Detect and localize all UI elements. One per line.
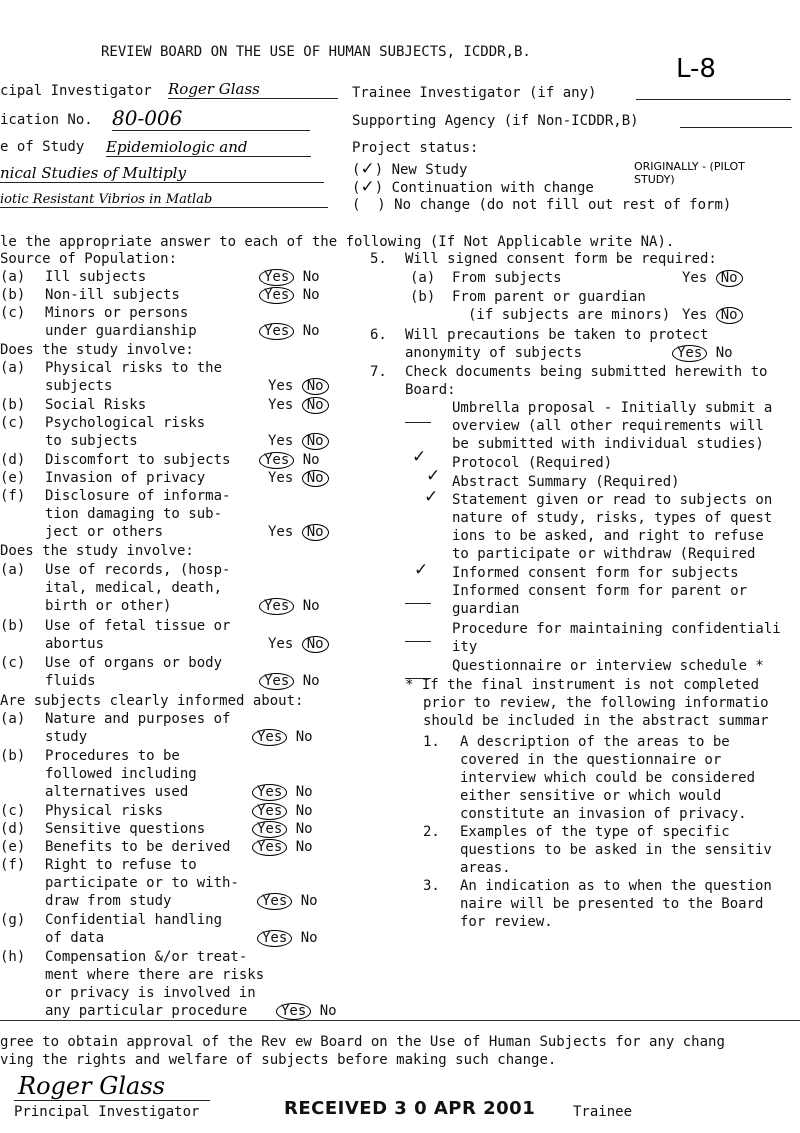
item-label: (d) [0,452,26,468]
answer-pair [268,433,329,450]
answer-yes: Yes [682,307,708,323]
list-text: covered in the questionnaire or [460,752,722,768]
item-text: alternatives used [45,784,189,800]
item-label: (b) [0,287,26,303]
item-label: (b) [0,748,26,764]
answer-pair [268,397,329,414]
item-text: Use of fetal tissue or [45,618,231,634]
item-label: (c) [0,415,26,431]
received-stamp: RECEIVED 3 0 APR 2001 [284,1098,536,1119]
answer-pair [252,729,313,746]
answer-pair [268,470,329,487]
answer-no-circled: No [302,524,329,541]
answer-pair [682,270,743,287]
check-icon: ✓ [360,177,375,197]
list-number: 2. [423,824,440,840]
doc-blank [405,411,431,427]
item-label: (a) [0,360,26,376]
item-label: (a) [0,562,26,578]
question-number: 6. [370,327,387,343]
answer-pair [259,452,320,469]
answer-pair [682,307,743,324]
answer-no: No [295,821,313,837]
list-text: areas. [460,860,511,876]
question-text: Will signed consent form be required: [405,251,717,267]
answer-no: No [302,287,320,303]
answer-no: No [715,345,733,361]
item-label: (b) [410,289,436,305]
status-new-label: New Study [391,162,468,178]
answer-yes: Yes [268,524,294,540]
item-text: subjects [45,378,113,394]
item-text: study [45,729,88,745]
answer-no: No [300,893,318,909]
doc-text: Informed consent form for parent or [452,583,748,599]
answer-pair [259,269,320,286]
doc-text: ity [452,639,478,655]
item-text: Sensitive questions [45,821,206,837]
list-text: interview which could be considered [460,770,756,786]
answer-yes-circled: Yes [672,345,707,362]
pi-signature-label: Principal Investigator [14,1104,200,1120]
answer-pair [257,930,318,947]
item-text: ital, medical, death, [45,580,223,596]
item-text: Disclosure of informa- [45,488,231,504]
item-text: Discomfort to subjects [45,452,231,468]
study-title-line3: iotic Resistant Vibrios in Matlab [0,192,328,208]
list-text: naire will be presented to the Board [460,896,764,912]
divider [0,1020,800,1021]
question-text: anonymity of subjects [405,345,583,361]
agreement-line-2: ving the rights and welfare of subjects before making such change. [0,1052,557,1068]
doc-text: guardian [452,601,520,617]
note-text: should be included in the abstract summar [423,713,769,729]
trainee-field [636,85,791,100]
answer-yes: Yes [268,433,294,449]
answer-no: No [302,673,320,689]
doc-text: ions to be asked, and right to refuse [452,528,764,544]
doc-blank [405,592,431,608]
informed-heading: Are subjects clearly informed about: [0,693,304,709]
answer-no-circled: No [302,397,329,414]
item-label: (b) [0,397,26,413]
answer-pair [252,839,313,856]
item-label: (c) [0,305,26,321]
study-title-label: e of Study [0,139,85,155]
doc-text: nature of study, risks, types of quest [452,510,773,526]
item-label: (c) [0,655,26,671]
answer-no: No [295,729,313,745]
item-text: Procedures to be [45,748,180,764]
item-label: (a) [0,269,26,285]
answer-no: No [302,598,320,614]
answer-yes-circled: Yes [257,893,292,910]
item-text: participate or to with- [45,875,239,891]
trainee-signature-label: Trainee [573,1104,633,1120]
answer-no: No [302,323,320,339]
item-text: tion damaging to sub- [45,506,223,522]
answer-pair [268,378,329,395]
answer-pair [672,345,733,362]
answer-pair [259,287,320,304]
answer-pair [276,1003,337,1020]
doc-text: Questionnaire or interview schedule * [452,658,764,674]
trainee-label: Trainee Investigator (if any) [352,85,597,101]
list-text: An indication as to when the question [460,878,772,894]
answer-no-circled: No [302,378,329,395]
check-icon: ✓ [414,560,429,580]
item-text: Use of records, (hosp- [45,562,231,578]
doc-text: Statement given or read to subjects on [452,492,773,508]
note-text: prior to review, the following informatio [423,695,769,711]
status-nochange-label: No change (do not fill out rest of form) [394,197,732,213]
answer-pair [259,673,320,690]
study-title-line1: Epidemiologic and [106,138,311,157]
item-label: (d) [0,821,26,837]
answer-yes-circled: Yes [252,821,287,838]
question-text: Check documents being submitted herewith to [405,364,768,380]
question-number: 5. [370,251,387,267]
agreement-line-1: gree to obtain approval of the Rev ew Board on the Use of Human Subjects for any chang [0,1034,725,1050]
item-text: under guardianship [45,323,197,339]
item-text: Confidential handling [45,912,223,928]
agency-label: Supporting Agency (if Non-ICDDR,B) [352,113,639,129]
study-title-line2: nical Studies of Multiply [0,164,324,183]
status-nochange-row: ( ) No change (do not fill out rest of form) [352,197,732,213]
form-title: REVIEW BOARD ON THE USE OF HUMAN SUBJECTS, ICDDR,B. [101,44,531,60]
item-text: Invasion of privacy [45,470,206,486]
answer-no-circled: No [302,470,329,487]
item-text: Social Risks [45,397,147,413]
item-text: any particular procedure [45,1003,248,1019]
answer-pair [252,784,313,801]
pi-value: Roger Glass [168,80,338,99]
application-label: ication No. [0,112,93,128]
check-icon: ✓ [424,487,439,507]
answer-pair [259,598,320,615]
doc-blank [405,630,431,646]
item-label: (e) [0,839,26,855]
status-note: ORIGINALLY - (PILOT STUDY) [634,160,745,186]
item-text: Physical risks to the [45,360,223,376]
doc-text: overview (all other requirements will [452,418,764,434]
application-value: 80-006 [112,106,310,131]
item-text: From subjects [452,270,562,286]
answer-pair [252,821,313,838]
status-continuation-row: (✓) Continuation with change [352,177,594,197]
item-text: Physical risks [45,803,164,819]
list-text: Examples of the type of specific [460,824,730,840]
item-label: (g) [0,912,26,928]
item-label: (f) [0,488,26,504]
answer-yes-circled: Yes [252,784,287,801]
doc-text: to participate or withdraw (Required [452,546,756,562]
answer-no: No [300,930,318,946]
answer-no: No [319,1003,337,1019]
doc-text: Procedure for maintaining confidentiali [452,621,781,637]
answer-no-circled: No [716,270,743,287]
answer-yes: Yes [268,378,294,394]
item-text: draw from study [45,893,172,909]
answer-pair [268,524,329,541]
answer-yes-circled: Yes [259,452,294,469]
item-text: abortus [45,636,105,652]
status-continuation-label: Continuation with change [391,180,594,196]
item-text: From parent or guardian [452,289,646,305]
form-number: L-8 [676,54,716,84]
answer-yes-circled: Yes [259,673,294,690]
item-text: fluids [45,673,96,689]
answer-yes-circled: Yes [257,930,292,947]
list-number: 1. [423,734,440,750]
signature: Roger Glass [18,1072,165,1100]
agency-field [680,113,792,128]
signature-line [14,1100,210,1101]
doc-text: Protocol (Required) [452,455,613,471]
item-label: (f) [0,857,26,873]
answer-no-circled: No [302,433,329,450]
answer-pair [268,636,329,653]
answer-no-circled: No [302,636,329,653]
item-text: ment where there are risks [45,967,265,983]
check-icon: ✓ [412,447,427,467]
answer-pair [252,803,313,820]
answer-yes-circled: Yes [276,1003,311,1020]
item-text: to subjects [45,433,138,449]
item-label: (a) [410,270,436,286]
question-number: 7. [370,364,387,380]
item-text: or privacy is involved in [45,985,256,1001]
list-number: 3. [423,878,440,894]
question-text: Board: [405,382,456,398]
item-text: of data [45,930,105,946]
item-text: Compensation &/or treat- [45,949,248,965]
doc-text: be submitted with individual studies) [452,436,764,452]
answer-no: No [295,784,313,800]
item-text: birth or other) [45,598,172,614]
list-text: A description of the areas to be [460,734,730,750]
item-text: Use of organs or body [45,655,223,671]
question-text: Will precautions be taken to protect [405,327,709,343]
answer-no: No [302,269,320,285]
item-text: Non-ill subjects [45,287,180,303]
item-text: ject or others [45,524,164,540]
answer-yes: Yes [268,470,294,486]
item-label: (a) [0,711,26,727]
list-text: either sensitive or which would [460,788,722,804]
answer-pair [257,893,318,910]
doc-text: Umbrella proposal - Initially submit a [452,400,773,416]
answer-pair [259,323,320,340]
answer-yes-circled: Yes [259,323,294,340]
answer-no: No [295,803,313,819]
answer-yes-circled: Yes [252,839,287,856]
answer-no: No [302,452,320,468]
item-text: Right to refuse to [45,857,197,873]
project-status-label: Project status: [352,140,479,156]
answer-no: No [295,839,313,855]
check-icon: ✓ [426,466,441,486]
status-new-row: (✓) New Study [352,159,468,179]
answer-yes: Yes [682,270,708,286]
instruction-text: le the appropriate answer to each of the following (If Not Applicable write NA). [0,234,675,250]
answer-yes-circled: Yes [259,269,294,286]
doc-text: Informed consent form for subjects [452,565,739,581]
source-heading: Source of Population: [0,251,178,267]
item-label: (h) [0,949,26,965]
item-label: (c) [0,803,26,819]
answer-yes-circled: Yes [259,598,294,615]
pi-label: cipal Investigator [0,83,152,99]
answer-yes-circled: Yes [252,729,287,746]
answer-yes: Yes [268,397,294,413]
answer-yes-circled: Yes [252,803,287,820]
list-text: constitute an invasion of privacy. [460,806,747,822]
list-text: questions to be asked in the sensitiv [460,842,772,858]
list-text: for review. [460,914,553,930]
item-label: (b) [0,618,26,634]
item-text: followed including [45,766,197,782]
item-text: Psychological risks [45,415,206,431]
involve-heading: Does the study involve: [0,342,194,358]
answer-yes-circled: Yes [259,287,294,304]
item-text: Minors or persons [45,305,189,321]
item-text: (if subjects are minors) [468,307,671,323]
item-text: Ill subjects [45,269,147,285]
answer-no-circled: No [716,307,743,324]
note-text: * If the final instrument is not completed [405,677,760,693]
check-icon: ✓ [360,159,375,179]
involve-heading-2: Does the study involve: [0,543,194,559]
doc-text: Abstract Summary (Required) [452,474,680,490]
item-text: Benefits to be derived [45,839,231,855]
item-text: Nature and purposes of [45,711,231,727]
answer-yes: Yes [268,636,294,652]
item-label: (e) [0,470,26,486]
